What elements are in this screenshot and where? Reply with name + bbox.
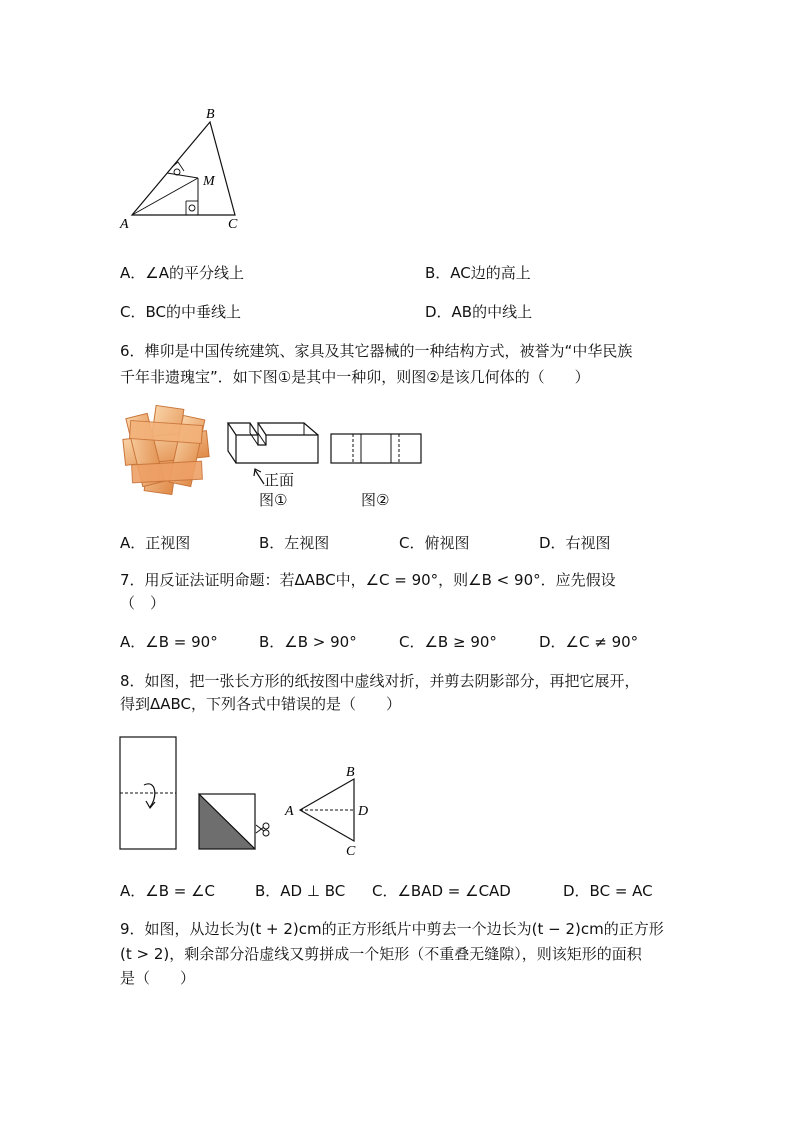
folding-paper-figure — [118, 735, 180, 853]
q8-option-b: B．AD ⊥ BC — [255, 882, 346, 900]
front-label: 正面 — [264, 471, 295, 489]
q7-stem-line1: 7．用反证法证明命题：若ΔABC中，∠C = 90°，则∠B < 90°．应先假设 — [120, 571, 616, 589]
figure-1-caption: 图① — [259, 491, 288, 509]
cut-square-figure — [197, 792, 275, 852]
triangle-abdc-figure — [282, 765, 377, 860]
wooden-burr-puzzle-image — [120, 405, 212, 495]
q5-option-c: C．BC的中垂线上 — [120, 303, 241, 321]
angle-mark-circle-1 — [174, 169, 180, 175]
label-c: C — [228, 217, 238, 232]
q6-stem-line2: 千年非遗瑰宝”．如下图①是其中一种卯，则图②是该几何体的（ ） — [120, 368, 590, 386]
three-view-figure — [330, 432, 424, 466]
q8-option-c: C．∠BAD = ∠CAD — [372, 882, 511, 900]
q6-option-c: C．俯视图 — [399, 534, 470, 552]
label-c: C — [346, 844, 356, 859]
label-a: A — [120, 217, 129, 232]
q6-option-b: B．左视图 — [259, 534, 330, 552]
label-m: M — [203, 174, 215, 189]
scissors-icon — [256, 823, 269, 836]
segment-am — [132, 178, 198, 215]
figure-2-caption: 图② — [361, 491, 390, 509]
q9-stem-line3: 是（ ） — [120, 969, 196, 987]
q7-option-c: C．∠B ≥ 90° — [399, 633, 497, 651]
label-d: D — [358, 804, 369, 819]
angle-mark-circle-2 — [189, 205, 195, 211]
label-b: B — [206, 107, 215, 122]
perpendicular-to-ab — [167, 173, 198, 178]
q8-stem-line2: 得到ΔABC，下列各式中错误的是（ ） — [120, 695, 402, 713]
q5-option-b: B．AC边的高上 — [425, 264, 531, 282]
q5-option-d: D．AB的中线上 — [425, 303, 533, 321]
q6-stem-line1: 6．榫卯是中国传统建筑、家具及其它器械的一种结构方式，被誉为“中华民族 — [120, 342, 633, 360]
q7-option-b: B．∠B > 90° — [259, 633, 357, 651]
q8-option-a: A．∠B = ∠C — [120, 882, 216, 900]
label-a: A — [285, 804, 294, 819]
q6-option-a: A．正视图 — [120, 534, 191, 552]
q6-option-d: D．右视图 — [539, 534, 611, 552]
q8-option-d: D．BC = AC — [563, 882, 653, 900]
q9-stem-line2: (t > 2)，剩余部分沿虚线又剪拼成一个矩形（不重叠无缝隙），则该矩形的面积 — [120, 945, 642, 963]
triangle-abm-figure — [110, 100, 260, 235]
q7-option-a: A．∠B = 90° — [120, 633, 218, 651]
mortise-block-3d-figure — [222, 415, 324, 470]
q5-option-a: A．∠A的平分线上 — [120, 264, 244, 282]
label-b: B — [346, 765, 355, 780]
q7-option-d: D．∠C ≠ 90° — [539, 633, 639, 651]
q9-stem-line1: 9．如图，从边长为(t + 2)cm的正方形纸片中剪去一个边长为(t − 2)cm的正方形 — [120, 920, 664, 938]
q8-stem-line1: 8．如图，把一张长方形的纸按图中虚线对折，并剪去阴影部分，再把它展开， — [120, 672, 640, 690]
triangle-abc — [132, 122, 235, 215]
q7-stem-line2: （ ） — [120, 594, 166, 612]
